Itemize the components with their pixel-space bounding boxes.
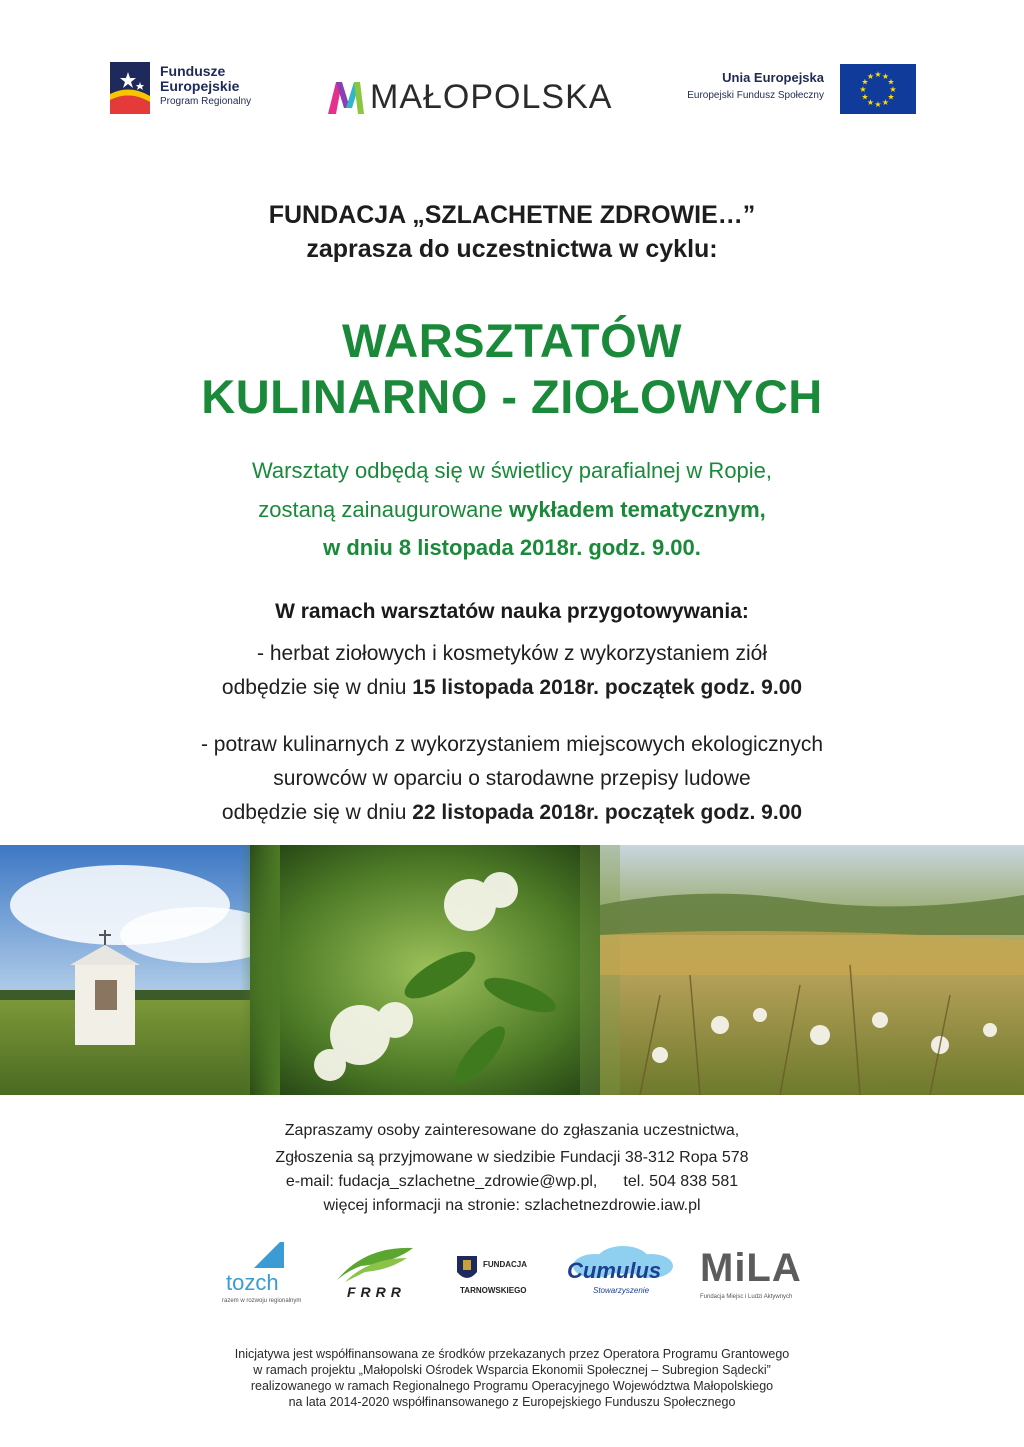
venue-line-2-bold: wykładem tematycznym, [508, 497, 766, 522]
title-line-1: WARSZTATÓW [341, 314, 682, 367]
tozch-word: tozch [226, 1270, 279, 1295]
program-item1-date-prefix: odbędzie się w dniu [221, 676, 413, 699]
footer-line-4: na lata 2014-2020 współfinansowanego z Europejskiego Funduszu Społecznego [288, 1395, 736, 1409]
eu-star-icon: ★ [874, 70, 882, 79]
frrr-word: FRRR [347, 1284, 406, 1300]
cumulus-logo [565, 1240, 685, 1310]
frrr-swoosh-icon [335, 1244, 415, 1284]
fe-stars-icon [106, 60, 154, 116]
eu-title: Unia Europejska [722, 70, 824, 85]
malopolska-m-icon [326, 78, 366, 116]
mila-logo [700, 1240, 810, 1310]
program-item1-date: 15 listopada 2018r. początek godz. 9.00 [412, 676, 803, 699]
malopolska-word: MAŁOPOLSKA [370, 78, 613, 116]
contact-email[interactable]: e-mail: fudacja_szlachetne_zdrowie@wp.pl, [285, 1173, 598, 1190]
eu-subtitle: Europejski Fundusz Społeczny [687, 90, 824, 101]
eu-star-icon: ★ [887, 77, 895, 87]
program-item2-date-prefix: odbędzie się w dniu [221, 801, 413, 824]
tozch-subtitle: razem w rozwoju regionalnym [222, 1298, 302, 1304]
malopolska-logo [326, 78, 636, 118]
tarnowskiego-word: TARNOWSKIEGO [460, 1286, 527, 1295]
cumulus-subtitle: Stowarzyszenie [593, 1286, 650, 1295]
fundacja-tarnowskiego-logo [455, 1240, 545, 1310]
footer-line-3: realizowanego w ramach Regionalnego Programu Operacyjnego Województwa Małopolskiego [250, 1379, 774, 1393]
contact-lead: Zapraszamy osoby zainteresowane do zgłaszania uczestnictwa, [284, 1122, 740, 1139]
eu-flag-icon [840, 64, 916, 114]
coat-of-arms-icon [455, 1254, 479, 1284]
cumulus-word: Cumulus [567, 1258, 662, 1283]
fundacja-word: FUNDACJA [483, 1260, 527, 1269]
contact-email-phone [0, 1170, 1024, 1194]
unia-europejska-logo [660, 64, 916, 116]
fundusze-europejskie-logo [106, 60, 286, 120]
eu-star-icon: ★ [866, 98, 875, 107]
footer-line-1: Inicjatywa jest współfinansowana ze środków przekazanych przez Operatora Programu Grantowego [234, 1347, 790, 1361]
eu-star-icon: ★ [866, 72, 875, 81]
footer-line-2: w ramach projektu „Małopolski Ośrodek Wsparcia Ekonomii Społecznej – Subregion Sądecki” [253, 1363, 771, 1377]
eu-star-icon: ★ [889, 85, 897, 94]
program-heading: W ramach warsztatów nauka przygotowywania: [275, 600, 749, 623]
contact-phone: tel. 504 838 581 [623, 1173, 739, 1190]
program-item2-line1: - potraw kulinarnych z wykorzystaniem miejscowych ekologicznych [200, 733, 824, 756]
program-item1-line1: - herbat ziołowych i kosmetyków z wykorzystaniem ziół [257, 642, 767, 665]
landscape-photo-band [0, 845, 1024, 1095]
venue-line-3: w dniu 8 listopada 2018r. godz. 9.00. [323, 535, 701, 560]
eu-star-icon: ★ [861, 77, 869, 87]
tozch-mark-icon [250, 1240, 286, 1270]
fe-line2: Europejskie [160, 78, 240, 94]
intro-line-1: FUNDACJA „SZLACHETNE ZDROWIE…” [268, 201, 756, 229]
program-item2-date: 22 listopada 2018r. początek godz. 9.00 [412, 801, 803, 824]
eu-star-icon: ★ [881, 98, 890, 107]
program-item2-line3 [0, 798, 1024, 827]
fe-line1: Fundusze [160, 63, 226, 79]
program-item1-line2 [0, 673, 1024, 702]
venue-line-1: Warsztaty odbędą się w świetlicy parafialnej w Ropie, [251, 458, 773, 483]
eu-star-icon: ★ [881, 72, 890, 81]
title-line-2: KULINARNO - ZIOŁOWYCH [201, 370, 823, 423]
frrr-logo [335, 1240, 420, 1310]
venue-line-2-text: zostaną zainaugurowane [258, 497, 509, 522]
venue-line-2 [0, 494, 1024, 525]
fe-subtitle: Program Regionalny [160, 96, 252, 107]
contact-address: Zgłoszenia są przyjmowane w siedzibie Fundacji 38-312 Ropa 578 [275, 1149, 749, 1166]
eu-star-icon: ★ [874, 100, 882, 109]
eu-star-icon: ★ [887, 92, 895, 102]
mila-subtitle: Fundacja Miejsc i Ludzi Aktywnych [700, 1294, 793, 1300]
eu-star-icon: ★ [859, 85, 867, 94]
partner-logos [200, 1240, 820, 1310]
mila-word: MiLA [700, 1246, 802, 1290]
contact-website[interactable]: więcej informacji na stronie: szlachetnezdrowie.iaw.pl [323, 1197, 701, 1214]
intro-line-2: zaprasza do uczestnictwa w cyklu: [306, 235, 718, 263]
program-item2-line2: surowców w oparciu o starodawne przepisy ludowe [273, 767, 751, 790]
tozch-logo [220, 1240, 315, 1310]
eu-star-icon: ★ [861, 92, 869, 102]
